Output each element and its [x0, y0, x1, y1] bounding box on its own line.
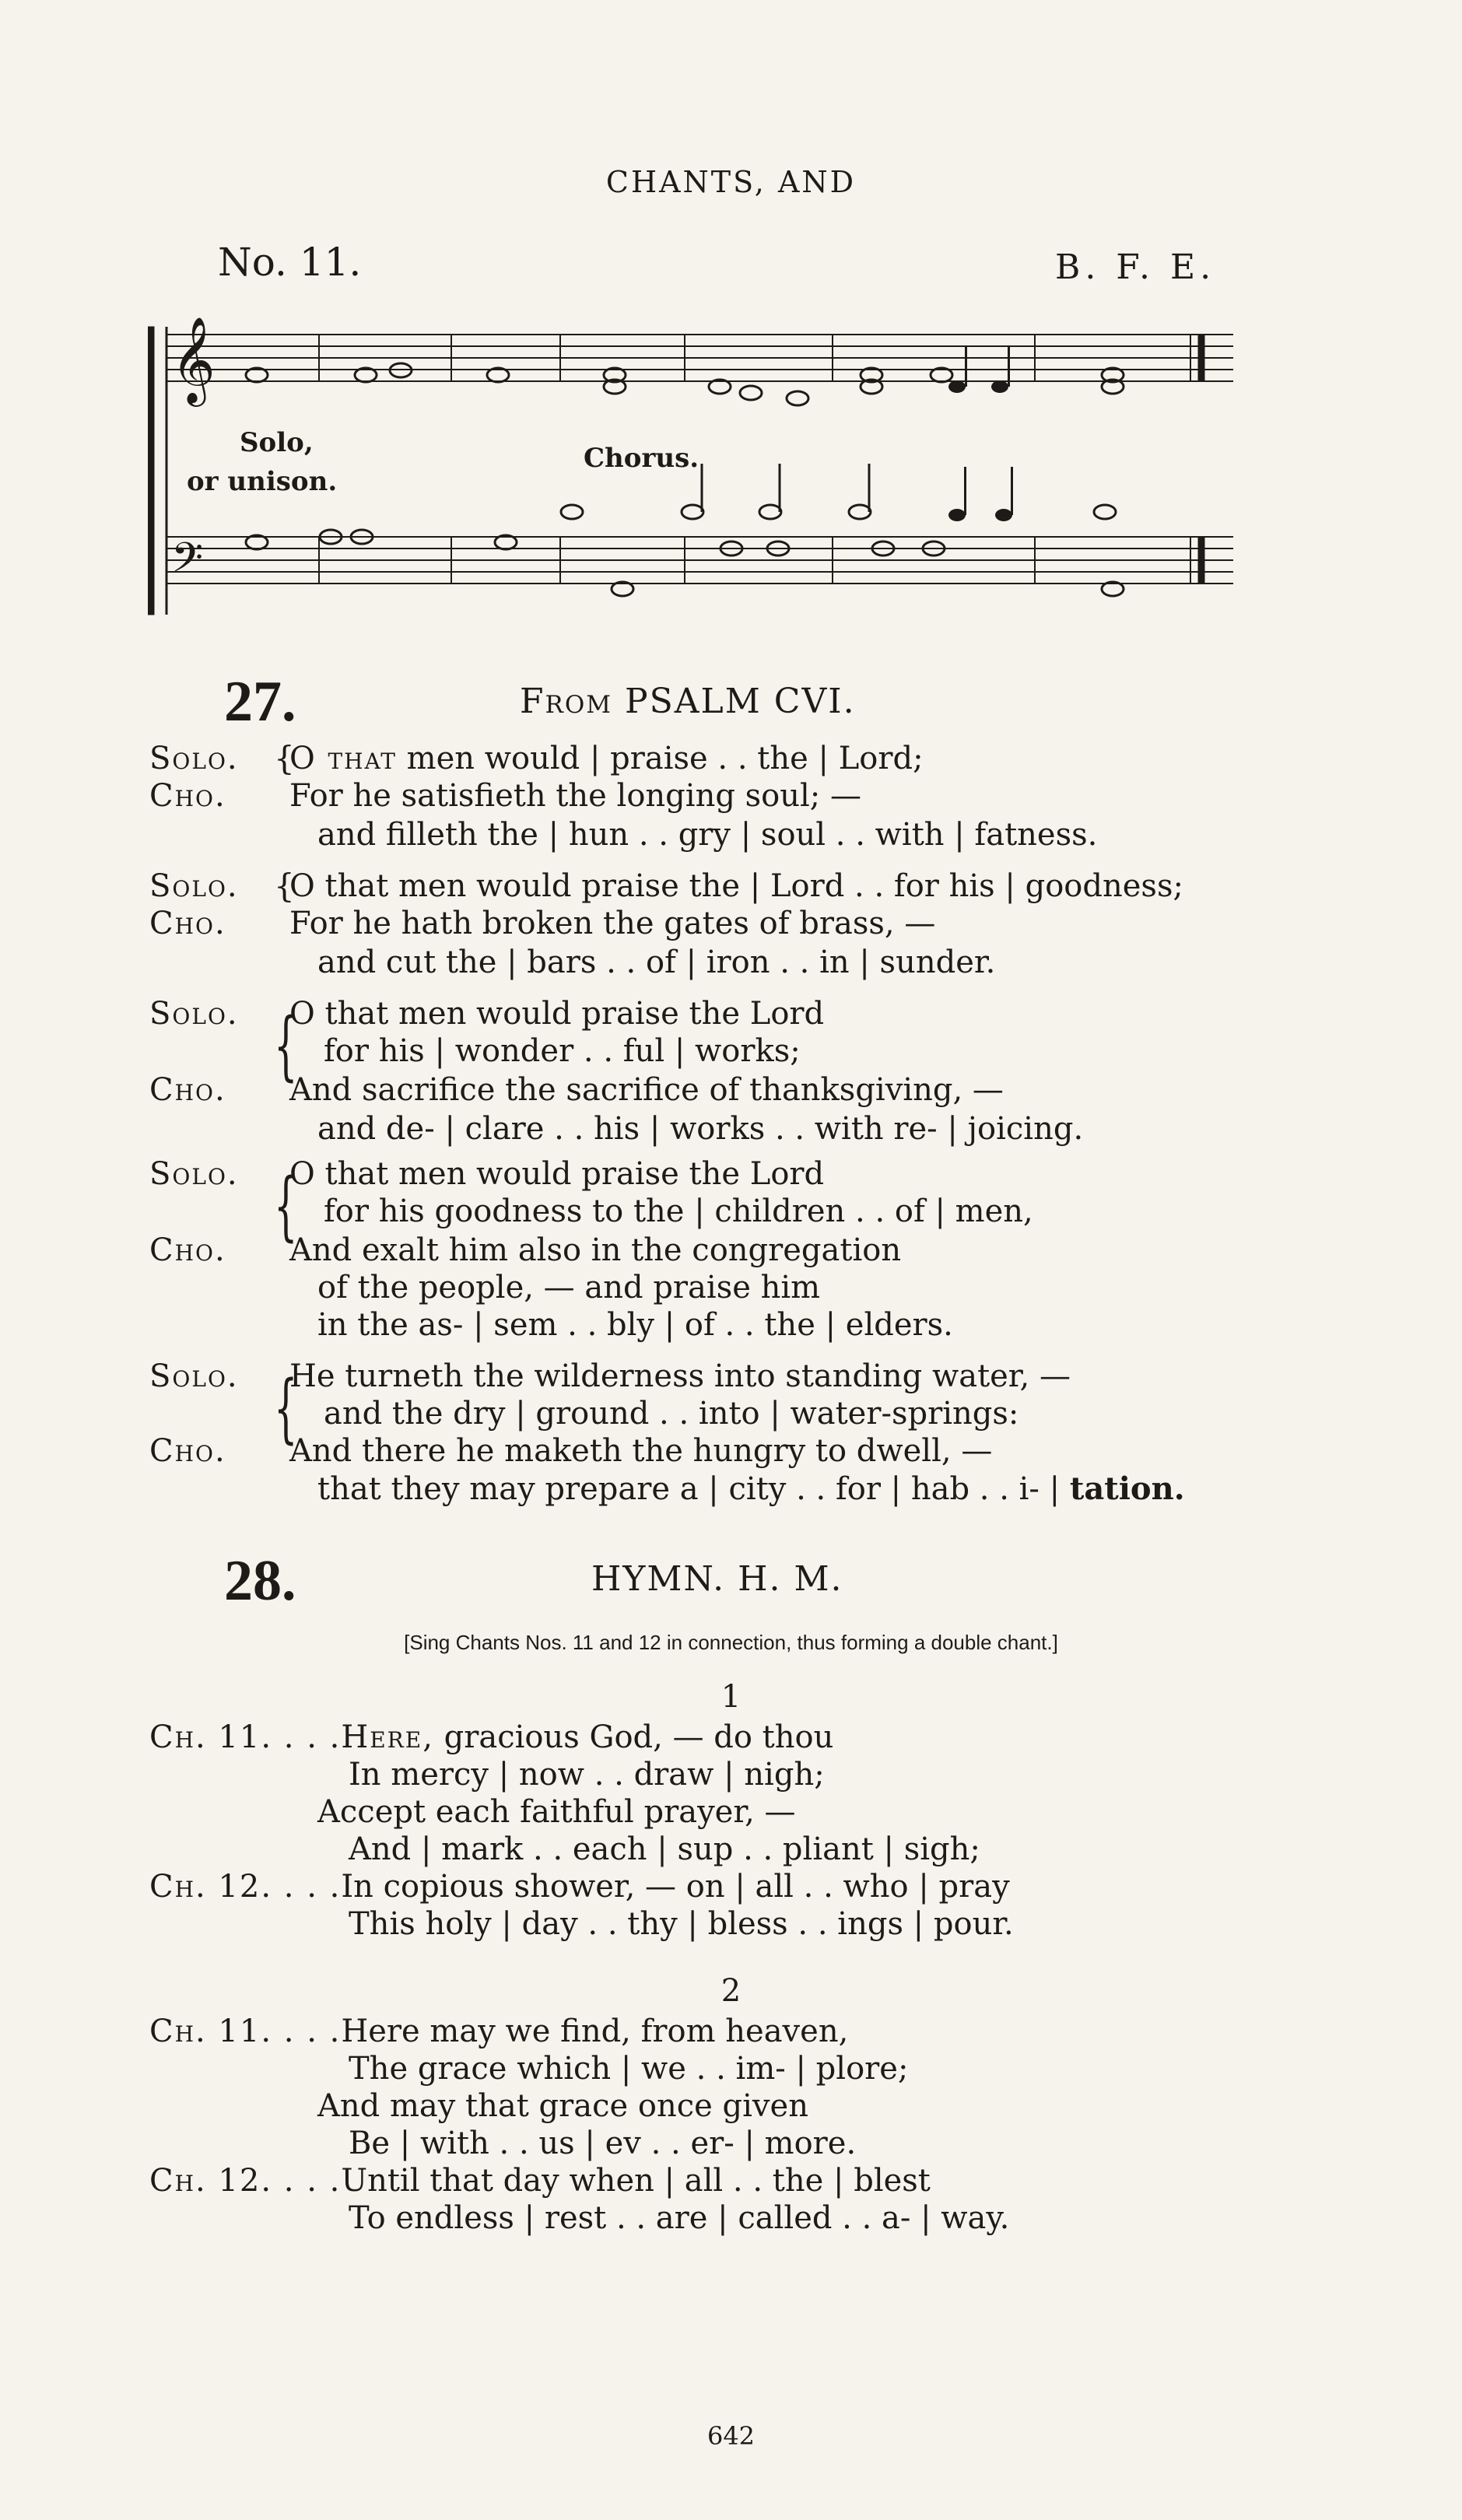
speaker-chorus: Cho.: [149, 906, 226, 941]
hymn-line: To endless | rest . . are | called . . a- | way.: [349, 2200, 1010, 2236]
speaker-solo: Solo.: [149, 1156, 239, 1192]
verse-line: He turneth the wilderness into standing water, —: [289, 1358, 1071, 1394]
running-head: CHANTS, AND: [605, 165, 857, 199]
verse-line: of the people, — and praise him: [317, 1270, 821, 1306]
psalm-title: [520, 682, 856, 721]
verse-line: And there he maketh the hungry to dwell, —: [289, 1433, 993, 1469]
psalm-title-prefix: From: [520, 682, 613, 721]
verse-line: and de- | clare . . his | works . . with re- | joicing.: [317, 1111, 1084, 1147]
hymn-line-text: gracious God, — do thou: [433, 1719, 834, 1755]
speaker-solo: Solo.: [149, 1358, 239, 1394]
chant-score: [148, 311, 1237, 622]
hymn-line: [149, 2163, 931, 2199]
brace-icon: {: [274, 867, 295, 905]
hymn-line: And may that grace once given: [317, 2088, 808, 2124]
treble-clef-icon: 𝄞: [171, 316, 216, 403]
chant-label: Ch. 11. . . .: [149, 1719, 342, 1755]
hymn-note: [Sing Chants Nos. 11 and 12 in connection, thus forming a double chant.]: [404, 1631, 1058, 1654]
hymn-line-text: Until that day when | all . . the | blest: [341, 2163, 931, 2199]
hymn-line-text: In copious shower, — on | all . . who | pray: [341, 1869, 1010, 1905]
brace-icon: {: [274, 739, 295, 777]
verse-line: and cut the | bars . . of | iron . . in | sunder.: [317, 945, 996, 980]
hymn-line: This holy | day . . thy | bless . . ings | pour.: [349, 1906, 1014, 1942]
hymn-number: 28.: [224, 1549, 296, 1613]
speaker-chorus: Cho.: [149, 1433, 226, 1469]
bass-clef-icon: 𝄢: [171, 534, 204, 592]
verse-line: for his goodness to the | children . . of | men,: [324, 1193, 1033, 1229]
hymn-line: In mercy | now . . draw | nigh;: [349, 1757, 825, 1793]
hymn-line-text: Here may we find, from heaven,: [341, 2014, 849, 2049]
speaker-chorus: Cho.: [149, 1072, 226, 1108]
verse-line: O that men would praise the | Lord . . for his | goodness;: [289, 868, 1183, 904]
verse-line: And sacrifice the sacrifice of thanksgiving, —: [289, 1072, 1004, 1108]
speaker-chorus: Cho.: [149, 1232, 226, 1268]
chorus-label: Chorus.: [584, 443, 699, 474]
hymn-line: [149, 2014, 848, 2049]
stanza-number: 2: [720, 1973, 742, 2009]
solo-label: Solo,: [240, 427, 314, 458]
middle-filled-notes: [948, 467, 1013, 521]
verse-lead-word: O that: [289, 741, 397, 776]
speaker-solo: Solo.: [149, 741, 239, 776]
verse-line: O that men would praise the Lord: [289, 996, 825, 1032]
chant-label: Ch. 11. . . .: [149, 2014, 342, 2049]
verse-line-text: tation.: [1069, 1470, 1185, 1507]
hymn-title: HYMN. H. M.: [591, 1559, 843, 1599]
chant-author: B. F. E.: [1055, 247, 1216, 287]
hymn-line: The grace which | we . . im- | plore;: [349, 2051, 909, 2087]
final-barline: [1190, 335, 1204, 584]
verse-line: in the as- | sem . . bly | of . . the | elders.: [317, 1307, 953, 1343]
verse-line: For he satisfieth the longing soul; —: [289, 778, 861, 814]
hymn-line: [149, 1869, 1010, 1905]
speaker-solo: Solo.: [149, 868, 239, 904]
psalm-title-rest: PSALM CVI.: [612, 682, 856, 721]
chant-label: Ch. 12. . . .: [149, 1869, 342, 1905]
page-number: 642: [706, 2421, 756, 2451]
verse-line: And exalt him also in the congregation: [289, 1232, 902, 1268]
verse-line: O that men would praise the Lord: [289, 1156, 825, 1192]
verse-line: and filleth the | hun . . gry | soul . . with | fatness.: [317, 817, 1098, 853]
hymn-lead-word: Here,: [341, 1719, 434, 1755]
chant-label: Ch. 12. . . .: [149, 2163, 342, 2199]
hymn-line: Be | with . . us | ev . . er- | more.: [349, 2126, 857, 2161]
verse-line: For he hath broken the gates of brass, —: [289, 906, 936, 941]
speaker-chorus: Cho.: [149, 778, 226, 814]
psalm-number: 27.: [224, 670, 296, 734]
unison-label: or unison.: [187, 466, 338, 497]
verse-line-text: men would | praise . . the | Lord;: [396, 741, 924, 776]
speaker-solo: Solo.: [149, 996, 239, 1032]
stanza-number: 1: [720, 1679, 742, 1715]
verse-line: for his | wonder . . ful | works;: [324, 1033, 801, 1069]
treble-staff: [167, 335, 1233, 381]
hymn-line: And | mark . . each | sup . . pliant | sigh;: [349, 1831, 980, 1867]
verse-line: and the dry | ground . . into | water-springs:: [324, 1396, 1019, 1432]
brace-icon: {: [274, 1002, 298, 1089]
verse-line: [317, 1470, 1185, 1507]
brace-icon: {: [274, 1365, 298, 1452]
verse-line-text: that they may prepare a | city . . for | hab . . i- |: [317, 1471, 1061, 1507]
hymn-line: Accept each faithful prayer, —: [317, 1794, 796, 1830]
brace-icon: {: [274, 1162, 298, 1249]
system-bracket: [148, 327, 154, 615]
chant-number: No. 11.: [218, 240, 362, 285]
verse-line: [289, 741, 924, 776]
hymn-line: [149, 1719, 833, 1755]
